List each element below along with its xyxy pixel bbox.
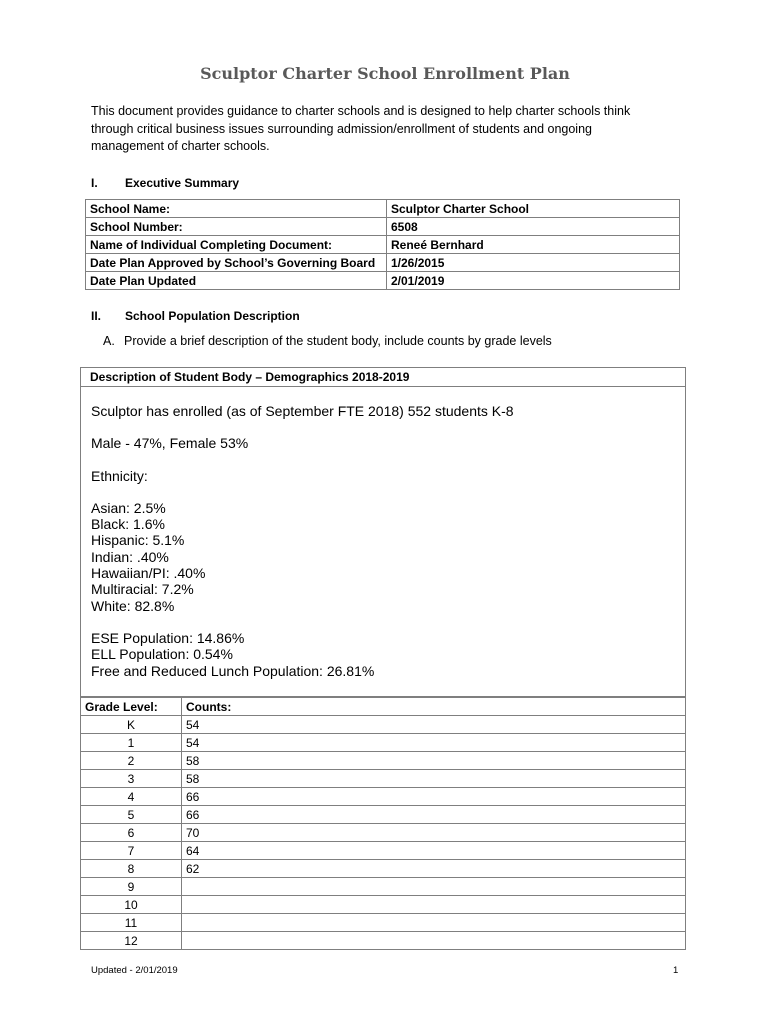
grade-row <box>81 896 686 914</box>
summary-row <box>86 218 680 236</box>
subitem-text: Provide a brief description of the student body, include counts by grade levels <box>124 334 552 348</box>
ethnicity-list <box>91 500 685 614</box>
grade-count-cell: 66 <box>182 788 686 806</box>
section-1-number: I. <box>91 176 98 190</box>
grade-count-cell: 54 <box>182 734 686 752</box>
grade-level-cell: 2 <box>81 752 182 770</box>
grade-count-cell <box>182 878 686 896</box>
demographics-box <box>80 367 686 697</box>
section-2-subitem <box>103 334 552 348</box>
grade-count-cell: 70 <box>182 824 686 842</box>
intro-paragraph: This document provides guidance to charter schools and is designed to help charter schools think through critical business issues surrounding admission/enrollment of students and ongoing management of charter schools. <box>91 104 631 153</box>
summary-value: 2/01/2019 <box>387 272 680 290</box>
summary-value: Sculptor Charter School <box>387 200 680 218</box>
grade-row <box>81 914 686 932</box>
grade-level-cell: 11 <box>81 914 182 932</box>
grade-level-cell: 8 <box>81 860 182 878</box>
grade-count-cell: 66 <box>182 806 686 824</box>
grade-row <box>81 716 686 734</box>
grade-level-cell: 10 <box>81 896 182 914</box>
grade-count-cell <box>182 914 686 932</box>
grade-count-cell: 62 <box>182 860 686 878</box>
grade-level-header: Grade Level: <box>81 698 182 716</box>
gender-text: Male - 47%, Female 53% <box>91 435 249 452</box>
demographics-header: Description of Student Body – Demographics 2018-2019 <box>81 368 685 387</box>
grade-level-cell: 7 <box>81 842 182 860</box>
summary-label: Name of Individual Completing Document: <box>86 236 387 254</box>
summary-label: Date Plan Approved by School’s Governing Board <box>86 254 387 272</box>
grade-row <box>81 842 686 860</box>
counts-header: Counts: <box>182 698 686 716</box>
ethnicity-item: Asian: 2.5% <box>91 499 166 516</box>
grade-count-cell <box>182 896 686 914</box>
grade-row <box>81 806 686 824</box>
grade-row <box>81 878 686 896</box>
ethnicity-item: Hispanic: 5.1% <box>91 532 185 549</box>
summary-label: School Name: <box>86 200 387 218</box>
summary-label: Date Plan Updated <box>86 272 387 290</box>
enrollment-text: Sculptor has enrolled (as of September FTE 2018) 552 students K-8 <box>91 403 514 419</box>
grade-count-cell: 58 <box>182 770 686 788</box>
section-1-heading <box>91 176 239 190</box>
demographics-body <box>81 387 685 679</box>
grade-row <box>81 932 686 950</box>
section-1-title: Executive Summary <box>125 176 240 190</box>
ethnicity-item: Multiracial: 7.2% <box>91 581 194 598</box>
subitem-letter: A. <box>103 334 115 348</box>
population-item: ELL Population: 0.54% <box>91 646 233 663</box>
footer-updated: Updated - 2/01/2019 <box>91 965 178 976</box>
grade-level-cell: 1 <box>81 734 182 752</box>
section-2-title: School Population Description <box>125 309 300 323</box>
footer-page-number: 1 <box>673 965 679 976</box>
grade-row <box>81 824 686 842</box>
summary-value: 1/26/2015 <box>387 254 680 272</box>
population-item: ESE Population: 14.86% <box>91 629 245 646</box>
grade-row <box>81 770 686 788</box>
section-2-number: II. <box>91 309 102 323</box>
grade-count-cell: 64 <box>182 842 686 860</box>
summary-value: Reneé Bernhard <box>387 236 680 254</box>
population-item: Free and Reduced Lunch Population: 26.81% <box>91 662 375 679</box>
summary-row <box>86 272 680 290</box>
grade-table-header-row <box>81 698 686 716</box>
ethnicity-item: Black: 1.6% <box>91 516 165 533</box>
executive-summary-table <box>85 199 680 290</box>
grade-level-cell: 6 <box>81 824 182 842</box>
grade-level-cell: 5 <box>81 806 182 824</box>
summary-row <box>86 236 680 254</box>
summary-row <box>86 254 680 272</box>
grade-level-cell: 3 <box>81 770 182 788</box>
summary-value: 6508 <box>387 218 680 236</box>
grade-row <box>81 860 686 878</box>
population-list <box>91 630 685 679</box>
grade-level-cell: 4 <box>81 788 182 806</box>
grade-count-cell: 54 <box>182 716 686 734</box>
grade-level-cell: 12 <box>81 932 182 950</box>
document-title: Sculptor Charter School Enrollment Plan <box>200 64 570 83</box>
grade-row <box>81 734 686 752</box>
grade-count-cell <box>182 932 686 950</box>
grade-count-cell: 58 <box>182 752 686 770</box>
ethnicity-label: Ethnicity: <box>91 467 148 484</box>
ethnicity-item: White: 82.8% <box>91 597 175 614</box>
ethnicity-item: Hawaiian/PI: .40% <box>91 565 206 582</box>
grade-row <box>81 788 686 806</box>
grade-level-cell: K <box>81 716 182 734</box>
summary-label: School Number: <box>86 218 387 236</box>
grade-row <box>81 752 686 770</box>
grade-level-cell: 9 <box>81 878 182 896</box>
summary-row <box>86 200 680 218</box>
ethnicity-item: Indian: .40% <box>91 548 169 565</box>
section-2-heading <box>91 309 300 323</box>
grade-counts-table <box>80 697 686 950</box>
